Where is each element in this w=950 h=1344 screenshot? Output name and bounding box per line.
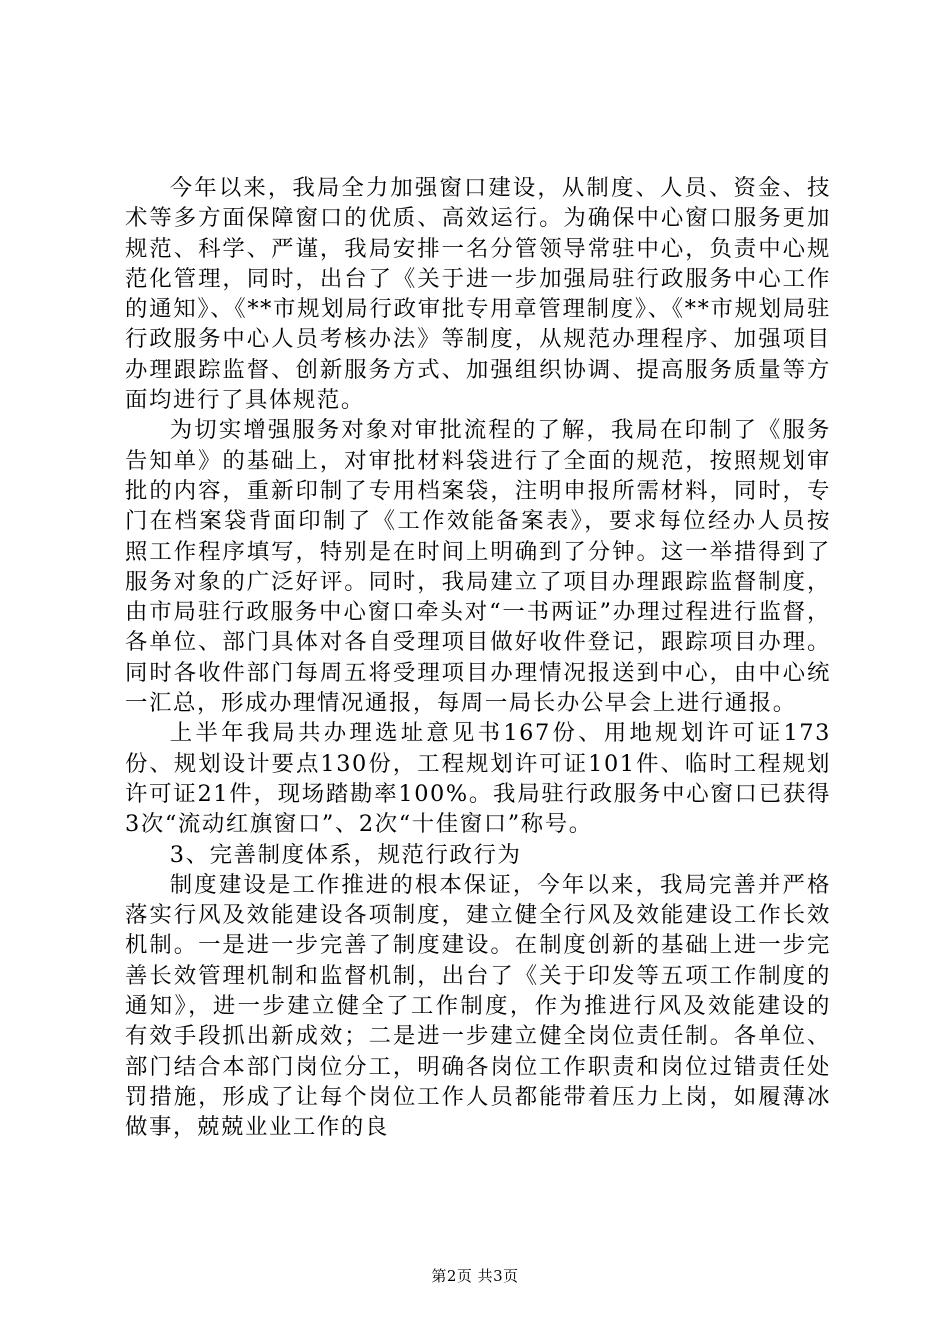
- paragraph-approval-process: 为切实增强服务对象对审批流程的了解，我局在印制了《服务告知单》的基础上，对审批材料袋进行了全面的规范，按照规划审批的内容，重新印制了专用档案袋，注明申报所需材料，同时，专门在档案袋背面印制了《工作效能备案表》，要求每位经办人员按照工作程序填写，特别是在时间上明确到了分钟。这一举措得到了服务对象的广泛好评。同时，我局建立了项目办理跟踪监督制度，由市局驻行政服务中心窗口牵头对“一书两证”办理过程进行监督，各单位、部门具体对各自受理项目做好收件登记，跟踪项目办理。同时各收件部门每周五将受理项目办理情况报送到中心，由中心统一汇总，形成办理情况通报，每周一局长办公早会上进行通报。: [125, 417, 831, 717]
- paragraph-system-construction: 制度建设是工作推进的根本保证，今年以来，我局完善并严格落实行风及效能建设各项制度，建立健全行风及效能建设工作长效机制。一是进一步完善了制度建设。在制度创新的基础上进一步完善长效管理机制和监督机制，出台了《关于印发等五项工作制度的通知》，进一步建立健全了工作制度，作为推进行风及效能建设的有效手段抓出新成效；二是进一步建立健全岗位责任制。各单位、部门结合本部门岗位分工，明确各岗位工作职责和岗位过错责任处罚措施，形成了让每个岗位工作人员都能带着压力上岗，如履薄冰做事，兢兢业业工作的良: [125, 871, 831, 1141]
- page-number-footer: 第2页 共3页: [431, 1267, 519, 1285]
- paragraph-window-construction: 今年以来，我局全力加强窗口建设，从制度、人员、资金、技术等多方面保障窗口的优质、高效运行。为确保中心窗口服务更加规范、科学、严谨，我局安排一名分管领导常驻中心，负责中心规范化管理，同时，出台了《关于进一步加强局驻行政服务中心工作的通知》、《**市规划局行政审批专用章管理制度》、《**市规划局驻行政服务中心人员考核办法》等制度，从规范办理程序、加强项目办理跟踪监督、创新服务方式、加强组织协调、提高服务质量等方面均进行了具体规范。: [125, 175, 831, 414]
- paragraph-half-year-statistics: 上半年我局共办理选址意见书167份、用地规划许可证173份、规划设计要点130份，工程规划许可证101件、临时工程规划许可证21件，现场踏勘率100%。我局驻行政服务中心窗口已获得3次“流动红旗窗口”、2次“十佳窗口”称号。: [125, 720, 831, 838]
- section-heading: 3、完善制度体系，规范行政行为: [169, 841, 522, 868]
- document-body: [125, 173, 831, 1143]
